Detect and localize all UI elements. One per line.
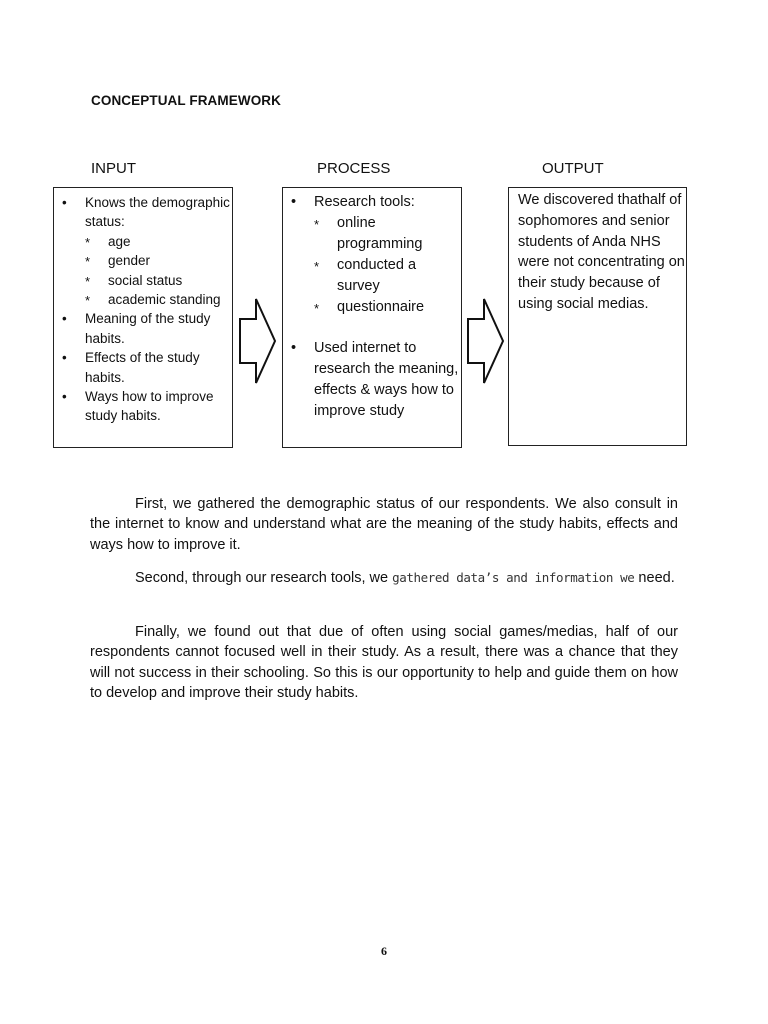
page-number: 6 [381,944,387,958]
sub-item: * questionnaire [314,297,461,318]
output-heading: OUTPUT [542,160,604,177]
paragraph-text: First, we gathered the demographic status of our respondents. We also consult in the internet to know and understand what are the meaning of the study habits, effects and ways how to improve it. [90,496,678,553]
paragraph-text: Second, through our research tools, we [135,570,393,586]
paragraph-third [90,622,678,703]
sub-item: * age [85,232,232,251]
process-list [283,192,461,422]
tools-sublist [314,213,461,318]
paragraph-text-mono: gathered data’s and information we [392,570,635,585]
sub-item: * social status [85,271,232,290]
input-list [54,193,232,426]
sub-item: * conducted a survey [314,255,461,297]
output-text: We discovered thathalf of sophomores and senior students of Anda NHS were not concentrating on their study because of using social medias. [518,192,685,312]
arrow-right-icon [238,297,278,387]
sub-item: * online programming [314,213,461,255]
paragraph-first [90,494,678,555]
input-item-ways: • Ways how to improve study habits. [54,387,232,426]
process-heading: PROCESS [317,160,391,177]
input-heading: INPUT [91,160,136,177]
process-box [282,187,462,448]
input-item-label: Knows the demographic status: [85,195,230,230]
paragraph-text: Finally, we found out that due of often using social games/medias, half of our respondents cannot focused well in their study. As a result, there was a chance that they will not success in their schooling. So this is our opportunity to help and guide them on how to develop and improve their study habits. [90,624,678,701]
input-box [53,187,233,448]
process-item-label: Research tools: [314,194,415,210]
paragraph-text: need. [634,570,675,586]
input-item-demographic [54,193,232,309]
process-item-tools [283,192,461,318]
demographic-sublist [85,232,232,310]
output-box [508,187,687,446]
sub-item: * academic standing [85,290,232,309]
input-item-effects: • Effects of the study habits. [54,348,232,387]
process-item-internet: • Used internet to research the meaning, effects & ways how to improve study [283,338,461,422]
input-item-meaning: • Meaning of the study habits. [54,309,232,348]
paragraph-second [90,568,678,588]
document-title: CONCEPTUAL FRAMEWORK [91,93,281,108]
arrow-right-icon [466,297,506,387]
sub-item: * gender [85,251,232,270]
